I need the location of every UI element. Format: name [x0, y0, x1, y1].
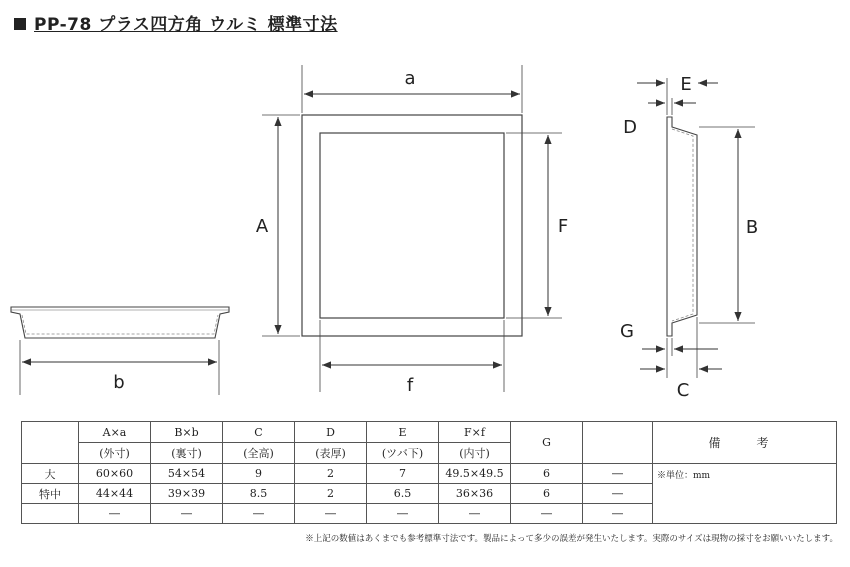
table-cell: ― [511, 504, 583, 524]
dim-label-D: D [623, 117, 637, 138]
table-cell: ― [439, 504, 511, 524]
table-cell: 44×44 [79, 484, 151, 504]
table-cell: 7 [367, 464, 439, 484]
table-cell: 6 [511, 484, 583, 504]
header-cell: G [511, 422, 583, 464]
side-view [637, 78, 755, 378]
table-cell: 2 [295, 484, 367, 504]
subheader-cell: (内寸) [439, 443, 511, 464]
table-cell: ― [151, 504, 223, 524]
table-cell: 54×54 [151, 464, 223, 484]
dim-label-G: G [620, 321, 634, 342]
table-cell: 2 [295, 464, 367, 484]
subheader-cell: (全高) [223, 443, 295, 464]
table-cell: ― [367, 504, 439, 524]
dim-label-f: f [406, 375, 414, 396]
dim-label-A: A [255, 216, 269, 237]
row-name-cell: 特中 [22, 484, 79, 504]
table-cell: 36×36 [439, 484, 511, 504]
header-cell-notes: 備 考 [653, 422, 837, 464]
header-cell: A×a [79, 422, 151, 443]
table-cell: 9 [223, 464, 295, 484]
table-cell: 6 [511, 464, 583, 484]
header-cell: E [367, 422, 439, 443]
title-text: PP-78 プラス四方角 ウルミ 標準寸法 [34, 15, 338, 35]
table-header-row [22, 422, 837, 443]
row-name-cell: 大 [22, 464, 79, 484]
dim-label-F: F [557, 216, 569, 237]
header-cell: F×f [439, 422, 511, 443]
header-cell-blank [583, 422, 653, 464]
header-cell: D [295, 422, 367, 443]
header-cell: B×b [151, 422, 223, 443]
dimension-table [21, 421, 837, 524]
front-view [262, 65, 562, 392]
table-cell: ― [295, 504, 367, 524]
dim-label-C: C [676, 380, 690, 401]
subheader-cell: (外寸) [79, 443, 151, 464]
table-cell: ― [223, 504, 295, 524]
table-cell: 60×60 [79, 464, 151, 484]
subheader-cell: (表厚) [295, 443, 367, 464]
row-name-cell [22, 504, 79, 524]
table-cell: ― [79, 504, 151, 524]
table-cell: ― [583, 504, 653, 524]
notes-cell: ※単位：mm [653, 464, 837, 524]
table-cell: ― [583, 464, 653, 484]
header-cell: C [223, 422, 295, 443]
table-cell: 6.5 [367, 484, 439, 504]
table-cell: ― [583, 484, 653, 504]
table-corner-cell [22, 422, 79, 464]
dim-label-B: B [745, 217, 759, 238]
subheader-cell: (裏寸) [151, 443, 223, 464]
subheader-cell: (ツバ下) [367, 443, 439, 464]
dim-label-a: a [404, 68, 416, 89]
table-cell: 49.5×49.5 [439, 464, 511, 484]
table-row [22, 464, 837, 484]
dim-label-E: E [680, 74, 692, 95]
footnote: ※上記の数値はあくまでも参考標準寸法です。製品によって多少の誤差が発生いたします。実際のサイズは現物の採寸をお願いいたします。 [305, 534, 838, 544]
table-cell: 8.5 [223, 484, 295, 504]
table-cell: 39×39 [151, 484, 223, 504]
dim-label-b: b [113, 372, 125, 393]
